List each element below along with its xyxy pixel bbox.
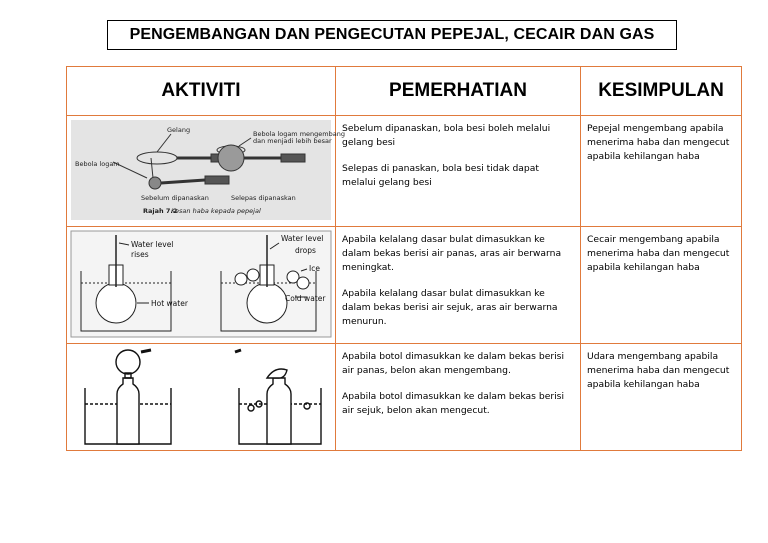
observation-cell [336,116,581,227]
label-hot-water: Hot water [151,299,188,308]
label-bebola-mengembang: Bebola logam mengembang [253,130,345,138]
conclusion-cell [581,116,742,227]
flask-water-figure [71,231,331,337]
header-pemerhatian: PEMERHATIAN [336,67,581,116]
table-header-row [67,67,742,116]
label-ice: Ice [309,264,320,273]
caption-rajah: Rajah 7.2 [143,207,178,215]
label-selepas: Selepas dipanaskan [231,194,296,202]
conclusion-text: Cecair mengembang apabila menerima haba dan mengecut apabila kehilangan haba [587,234,730,273]
observation-cell [336,227,581,344]
table-row [67,227,742,344]
activity-cell [67,227,336,344]
observation-text: Apabila kelalang dasar bulat dimasukkan ke dalam bekas berisi air panas, aras air berwarna meningkat. [342,234,562,273]
label-gelang: Gelang [167,126,191,134]
header-kesimpulan: KESIMPULAN [581,67,742,116]
label-water-level-rises: Water level [131,240,174,249]
header-aktiviti: AKTIVITI [67,67,336,116]
label-drops: drops [295,246,316,255]
activity-cell [67,344,336,451]
observation-text: Selepas di panaskan, bola besi tidak dapat melalui gelang besi [342,163,540,188]
label-cold-water: Cold water [285,294,326,303]
label-lebih-besar: dan menjadi lebih besar [253,137,332,145]
observation-text: Apabila kelalang dasar bulat dimasukkan ke dalam bekas berisi air sejuk, aras air berwarna menurun. [342,288,558,327]
ball-and-ring-figure [71,120,345,220]
conclusion-text: Udara mengembang apabila menerima haba dan mengecut apabila kehilangan haba [587,351,730,390]
bottle-balloon-figure [71,348,331,448]
activity-cell [67,116,345,227]
table-row [67,344,742,451]
observation-cell [336,344,581,451]
label-sebelum: Sebelum dipanaskan [141,194,209,202]
caption-kesan: Kesan haba kepada pepejal [171,207,261,215]
conclusion-cell [581,227,742,344]
label-water-level-drops: Water level [281,234,324,243]
experiment-table [66,66,742,451]
table-row [67,116,742,227]
observation-text: Sebelum dipanaskan, bola besi boleh melalui gelang besi [342,123,551,148]
label-rises: rises [131,250,149,259]
conclusion-text: Pepejal mengembang apabila menerima haba dan mengecut apabila kehilangan haba [587,123,730,162]
label-bebola-logam: Bebola logam [75,160,120,168]
conclusion-cell [581,344,742,451]
observation-text: Apabila botol dimasukkan ke dalam bekas berisi air panas, belon akan mengembang. [342,351,565,376]
page-title: PENGEMBANGAN DAN PENGECUTAN PEPEJAL, CECAIR DAN GAS [107,20,677,50]
observation-text: Apabila botol dimasukkan ke dalam bekas berisi air sejuk, belon akan mengecut. [342,391,565,416]
